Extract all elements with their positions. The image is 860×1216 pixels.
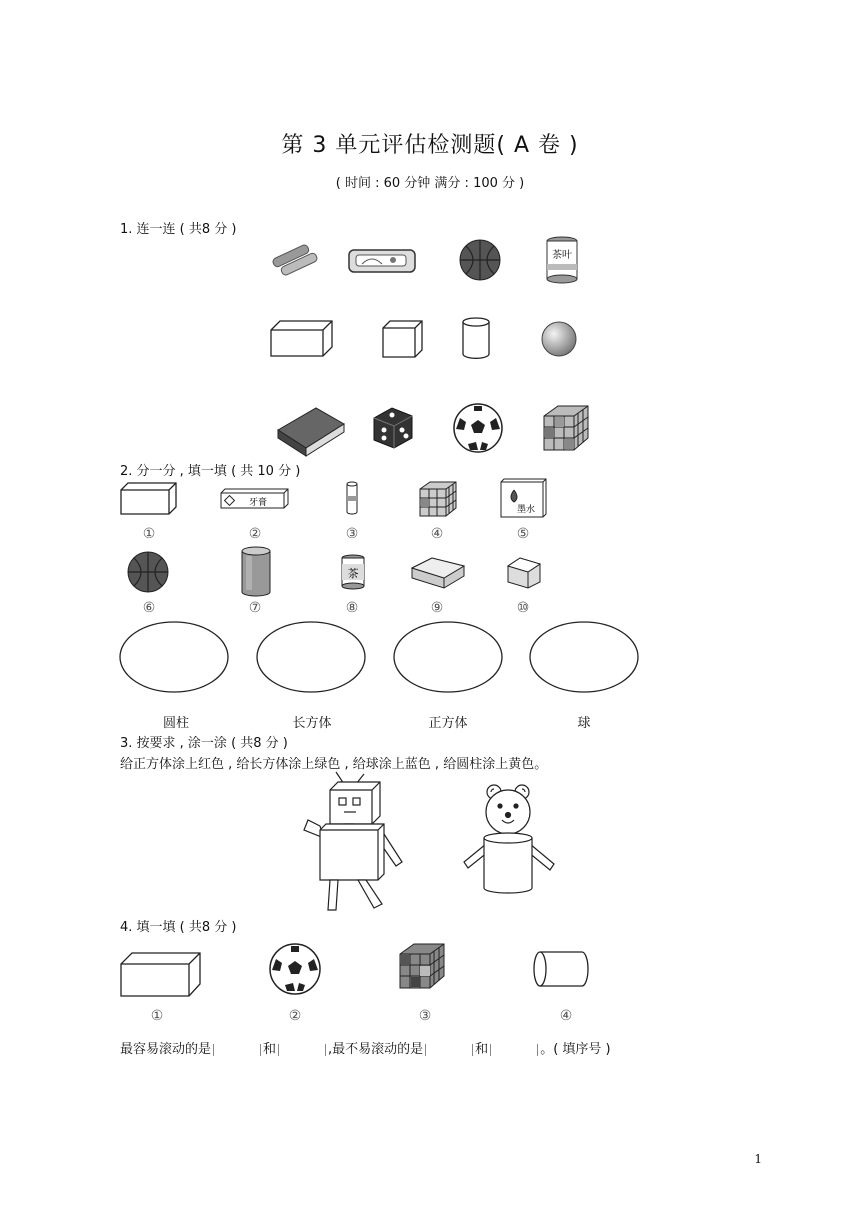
can-icon [240,546,272,598]
q4-heading: 4. 填一填 ( 共8 分 ) [120,920,237,935]
box-icon [120,482,178,516]
tea-can-icon [544,236,580,284]
q4-cylinder-lying-icon [530,950,590,988]
q4-text-2: 和 [263,1042,277,1057]
book-icon [276,400,348,456]
chalk-icon [270,240,320,280]
dice-icon [370,406,416,450]
q4-soccer-ball-icon [268,942,322,996]
q2-item-number: ① [142,526,156,542]
q4-text-5: 。( 填序号 ) [540,1042,611,1057]
q4-text-1: 最容易滚动的是 [120,1042,212,1057]
tea-tin-label: 茶 [347,567,359,580]
q4-cuboid-icon [120,952,202,998]
page-subtitle: ( 时间 : 60 分钟 满分 : 100 分 ) [335,176,525,191]
q2-item-number: ③ [345,526,359,542]
rubiks-cube-icon [542,404,590,452]
answer-blank-1[interactable] [213,1044,261,1056]
page-number: 1 [754,1152,762,1166]
tea-can-label: 茶叶 [552,250,572,261]
answer-oval-sphere[interactable] [528,620,640,694]
q2-item-number: ⑥ [142,600,156,616]
glue-stick-icon [344,478,360,518]
q4-sentence [120,1038,611,1057]
q2-item-number: ⑩ [516,600,530,616]
bear-figure[interactable] [458,782,558,897]
answer-blank-2[interactable] [278,1044,326,1056]
basketball-icon [458,238,502,282]
page-title: 第 3 单元评估检测题( A 卷 ) [281,133,579,158]
category-label-cylinder: 圆柱 [162,716,189,731]
q2-item-number: ④ [430,526,444,542]
cube-icon [382,320,424,358]
q4-rubiks-cube-icon [398,942,446,990]
q4-item-number: ③ [418,1008,432,1024]
q4-item-number: ④ [559,1008,573,1024]
q2-item-number: ⑧ [345,600,359,616]
soccer-ball-icon [452,402,504,454]
cylinder-icon [461,316,491,360]
basketball-small-icon [126,550,170,594]
cuboid-icon [270,320,334,358]
rubiks-cube-small-icon [418,480,458,518]
q4-item-number: ① [150,1008,164,1024]
small-cube-icon [506,556,542,590]
answer-oval-cylinder[interactable] [118,620,230,694]
q4-text-3: ,最不易滚动的是 [328,1042,424,1057]
toothpaste-label: 牙膏 [248,498,268,508]
tea-tin-icon [340,554,366,590]
flat-box-icon [410,556,466,590]
q2-item-number: ⑦ [248,600,262,616]
answer-oval-cube[interactable] [392,620,504,694]
category-label-cuboid: 长方体 [292,716,332,731]
toothpaste-box-icon [220,488,290,510]
answer-oval-cuboid[interactable] [255,620,367,694]
q4-item-number: ② [288,1008,302,1024]
q2-item-number: ⑨ [430,600,444,616]
q2-item-number: ② [248,526,262,542]
q3-heading: 3. 按要求 , 涂一涂 ( 共8 分 ) [120,736,288,751]
answer-blank-4[interactable] [490,1044,538,1056]
q4-text-4: 和 [475,1042,489,1057]
robot-figure[interactable] [298,770,408,915]
ink-box-icon [500,478,548,518]
pencil-case-icon [348,248,418,274]
ink-label: 墨水 [516,505,536,515]
q2-heading: 2. 分一分 , 填一填 ( 共 10 分 ) [120,464,301,479]
category-label-cube: 正方体 [428,716,468,731]
sphere-icon [540,320,578,358]
q3-instruction: 给正方体涂上红色 , 给长方体涂上绿色 , 给球涂上蓝色 , 给圆柱涂上黄色。 [120,757,548,772]
q2-item-number: ⑤ [516,526,530,542]
answer-blank-3[interactable] [425,1044,473,1056]
category-label-sphere: 球 [577,716,591,731]
q1-heading: 1. 连一连 ( 共8 分 ) [120,222,237,237]
